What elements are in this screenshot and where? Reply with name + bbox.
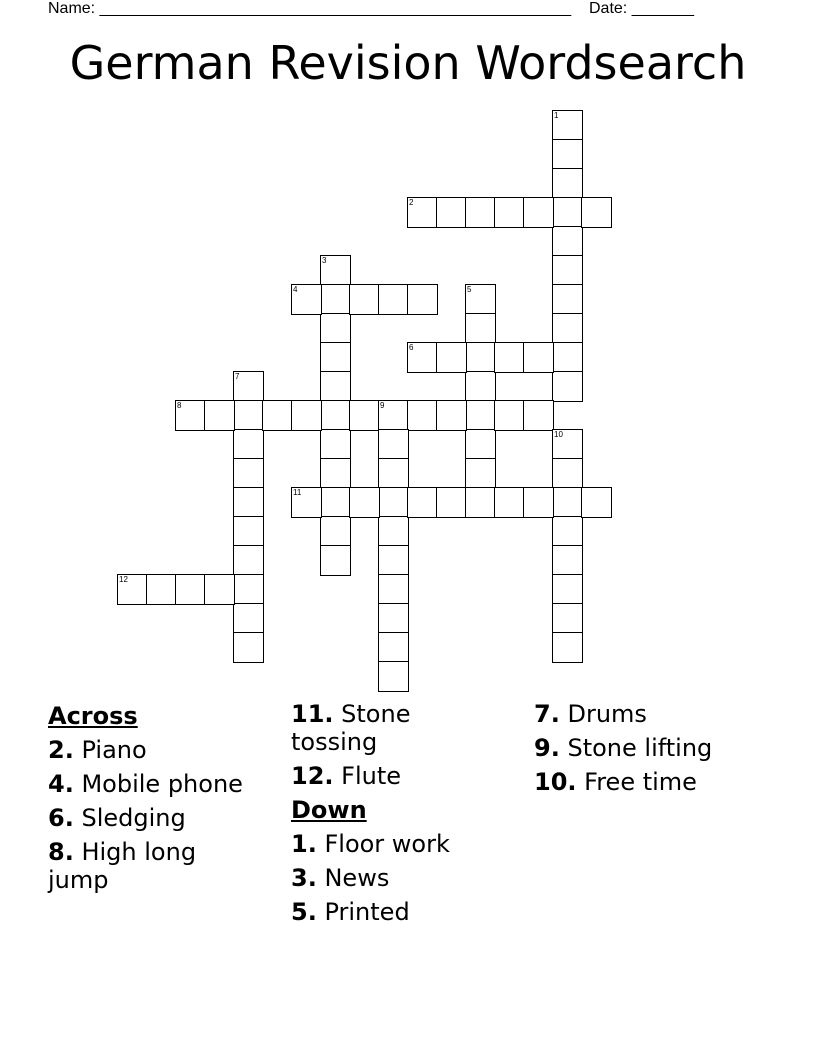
crossword-cell[interactable] <box>552 255 583 286</box>
cell-number: 3 <box>322 256 327 265</box>
crossword-cell[interactable] <box>552 197 583 228</box>
crossword-cell[interactable] <box>204 400 235 431</box>
down-heading: Down <box>291 796 367 824</box>
crossword-cell[interactable] <box>349 284 380 315</box>
crossword-cell[interactable] <box>465 342 496 373</box>
down-clue <box>534 734 794 762</box>
crossword-cell[interactable] <box>320 342 351 373</box>
crossword-cell[interactable] <box>349 400 380 431</box>
clue-number: 8. <box>48 838 74 866</box>
across-clue <box>48 838 248 894</box>
crossword-cell[interactable] <box>233 574 264 605</box>
crossword-cell[interactable] <box>320 458 351 489</box>
down-clue <box>534 700 794 728</box>
crossword-cell[interactable] <box>320 371 351 402</box>
crossword-cell[interactable] <box>552 342 583 373</box>
crossword-cell[interactable] <box>436 400 467 431</box>
clue-number: 6. <box>48 804 74 832</box>
clues-column-2 <box>291 700 491 932</box>
across-heading: Across <box>48 702 138 730</box>
crossword-cell[interactable] <box>378 516 409 547</box>
clue-text: Floor work <box>324 830 450 858</box>
crossword-cell[interactable] <box>523 400 554 431</box>
crossword-cell[interactable] <box>552 313 583 344</box>
clue-number: 11. <box>291 700 334 728</box>
crossword-cell[interactable] <box>407 284 438 315</box>
crossword-cell[interactable] <box>291 284 322 315</box>
crossword-cell[interactable] <box>552 110 583 141</box>
cell-number: 4 <box>293 285 298 294</box>
name-field[interactable]: _____________________________________________________ <box>99 0 572 17</box>
clue-number: 4. <box>48 770 74 798</box>
crossword-cell[interactable] <box>175 574 206 605</box>
clue-text: News <box>324 864 390 892</box>
crossword-cell[interactable] <box>146 574 177 605</box>
cell-number: 12 <box>119 575 128 584</box>
crossword-cell[interactable] <box>204 574 235 605</box>
crossword-cell[interactable] <box>552 139 583 170</box>
name-date-line <box>48 0 694 18</box>
crossword-cell[interactable] <box>407 487 438 518</box>
crossword-cell[interactable] <box>233 371 264 402</box>
clue-text: Stone tossing <box>291 700 411 756</box>
crossword-cell[interactable] <box>320 400 351 431</box>
clue-text: Flute <box>341 762 402 790</box>
clue-text: Piano <box>81 736 147 764</box>
cell-number: 1 <box>554 111 559 120</box>
crossword-cell[interactable] <box>117 574 148 605</box>
crossword-cell[interactable] <box>407 400 438 431</box>
cell-number: 2 <box>409 198 414 207</box>
clue-text: Mobile phone <box>81 770 243 798</box>
name-label: Name: <box>48 0 96 17</box>
crossword-cell[interactable] <box>233 400 264 431</box>
down-clue <box>291 898 491 926</box>
clue-number: 12. <box>291 762 334 790</box>
crossword-cell[interactable] <box>552 226 583 257</box>
crossword-cell[interactable] <box>378 487 409 518</box>
crossword-cell[interactable] <box>233 487 264 518</box>
clue-text: Sledging <box>81 804 186 832</box>
date-label: Date: <box>588 0 628 17</box>
clue-number: 1. <box>291 830 317 858</box>
crossword-cell[interactable] <box>378 661 409 692</box>
clue-number: 5. <box>291 898 317 926</box>
crossword-cell[interactable] <box>552 458 583 489</box>
down-clue <box>291 864 491 892</box>
crossword-cell[interactable] <box>465 429 496 460</box>
crossword-cell[interactable] <box>465 458 496 489</box>
crossword-cell[interactable] <box>378 284 409 315</box>
crossword-cell[interactable] <box>465 371 496 402</box>
crossword-cell[interactable] <box>291 400 322 431</box>
crossword-cell[interactable] <box>552 516 583 547</box>
crossword-cell[interactable] <box>378 574 409 605</box>
crossword-cell[interactable] <box>262 400 293 431</box>
crossword-cell[interactable] <box>320 284 351 315</box>
crossword-cell[interactable] <box>320 516 351 547</box>
crossword-cell[interactable] <box>233 516 264 547</box>
clues-column-1 <box>48 700 248 900</box>
crossword-cell[interactable] <box>378 545 409 576</box>
crossword-cell[interactable] <box>407 197 438 228</box>
crossword-cell[interactable] <box>552 574 583 605</box>
crossword-cell[interactable] <box>320 255 351 286</box>
crossword-cell[interactable] <box>378 603 409 634</box>
crossword-cell[interactable] <box>436 197 467 228</box>
crossword-cell[interactable] <box>320 429 351 460</box>
crossword-cell[interactable] <box>320 313 351 344</box>
clue-number: 9. <box>534 734 560 762</box>
crossword-cell[interactable] <box>552 632 583 663</box>
crossword-cell[interactable] <box>407 342 438 373</box>
crossword-cell[interactable] <box>465 400 496 431</box>
crossword-cell[interactable] <box>291 487 322 518</box>
crossword-cell[interactable] <box>523 487 554 518</box>
crossword-cell[interactable] <box>523 342 554 373</box>
cell-number: 5 <box>467 285 472 294</box>
crossword-cell[interactable] <box>349 487 380 518</box>
crossword-cell[interactable] <box>233 603 264 634</box>
clue-text: High long jump <box>48 838 197 894</box>
clue-number: 10. <box>534 768 577 796</box>
date-field[interactable]: _______ <box>631 0 694 17</box>
crossword-cell[interactable] <box>233 632 264 663</box>
crossword-cell[interactable] <box>465 313 496 344</box>
crossword-cell[interactable] <box>320 487 351 518</box>
clue-text: Drums <box>567 700 647 728</box>
crossword-cell[interactable] <box>494 197 525 228</box>
across-clue <box>48 736 248 764</box>
crossword-cell[interactable] <box>233 429 264 460</box>
crossword-cell[interactable] <box>378 429 409 460</box>
cell-number: 7 <box>235 372 240 381</box>
crossword-cell[interactable] <box>494 342 525 373</box>
crossword-cell[interactable] <box>378 458 409 489</box>
crossword-cell[interactable] <box>436 342 467 373</box>
crossword-cell[interactable] <box>378 400 409 431</box>
crossword-cell[interactable] <box>233 458 264 489</box>
crossword-cell[interactable] <box>552 603 583 634</box>
crossword-cell[interactable] <box>494 400 525 431</box>
page-title: German Revision Wordsearch <box>69 36 747 90</box>
down-clue <box>534 768 794 796</box>
clues-column-3 <box>534 700 794 802</box>
crossword-cell[interactable] <box>552 429 583 460</box>
cell-number: 8 <box>177 401 182 410</box>
cell-number: 6 <box>409 343 414 352</box>
cell-number: 9 <box>380 401 385 410</box>
crossword-cell[interactable] <box>552 371 583 402</box>
crossword-cell[interactable] <box>552 168 583 199</box>
clue-text: Free time <box>584 768 697 796</box>
crossword-cell[interactable] <box>320 545 351 576</box>
crossword-cell[interactable] <box>523 197 554 228</box>
down-clue <box>291 830 491 858</box>
clue-number: 3. <box>291 864 317 892</box>
crossword-cell[interactable] <box>552 487 583 518</box>
across-clue <box>291 762 491 790</box>
crossword-cell[interactable] <box>465 487 496 518</box>
cell-number: 10 <box>554 430 563 439</box>
crossword-cell[interactable] <box>233 545 264 576</box>
across-clue <box>291 700 491 756</box>
crossword-cell[interactable] <box>552 545 583 576</box>
crossword-cell[interactable] <box>465 284 496 315</box>
crossword-cell[interactable] <box>552 284 583 315</box>
clue-number: 7. <box>534 700 560 728</box>
clue-text: Printed <box>324 898 410 926</box>
clue-number: 2. <box>48 736 74 764</box>
crossword-cell[interactable] <box>436 487 467 518</box>
across-clue <box>48 804 248 832</box>
cell-number: 11 <box>293 488 302 497</box>
crossword-cell[interactable] <box>378 632 409 663</box>
clue-text: Stone lifting <box>567 734 713 762</box>
crossword-cell[interactable] <box>581 487 612 518</box>
crossword-cell[interactable] <box>175 400 206 431</box>
crossword-cell[interactable] <box>494 487 525 518</box>
across-clue <box>48 770 248 798</box>
crossword-cell[interactable] <box>581 197 612 228</box>
crossword-cell[interactable] <box>465 197 496 228</box>
